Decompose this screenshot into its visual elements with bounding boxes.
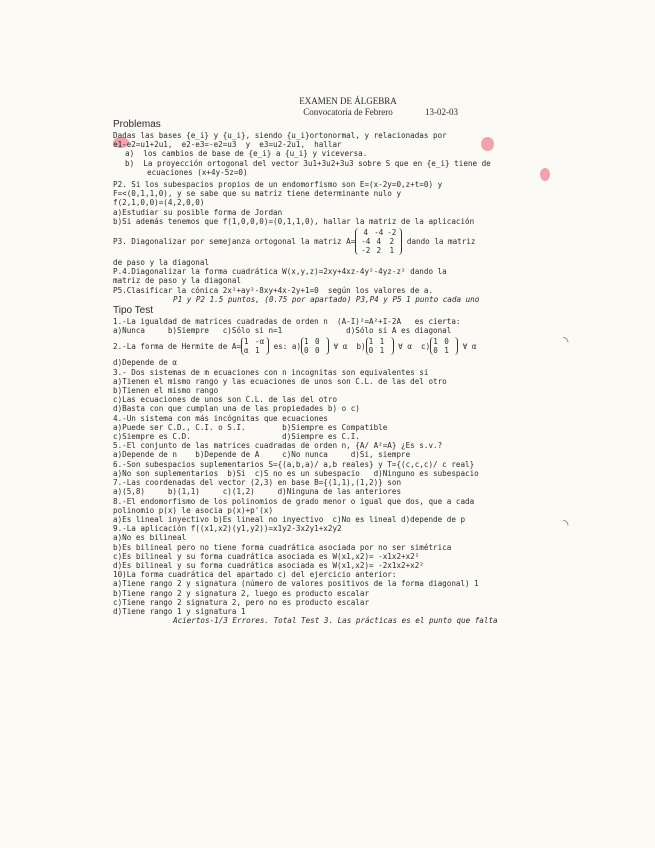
q10-line: c)Tiene rango 2 signatura 2, pero no es producto escalar — [113, 597, 370, 607]
q2-prefix: 2.-La forma de Hermite de A= — [113, 341, 242, 351]
q4-line: a)Puede ser C.D., C.I. o S.I. b)Siempre es Compatible — [113, 422, 388, 432]
matrix-cell: 0 — [368, 346, 374, 356]
matrix-cell: 0 — [315, 337, 320, 347]
exam-sheet — [113, 96, 583, 625]
binder-mark-icon: ◝ — [563, 334, 569, 350]
q8-line: 8.-El endomorfismo de los polinomios de grado menor o igual que dos, que a cada — [113, 496, 475, 506]
scoring-note: P1 y P2 1.5 puntos, (0.75 por apartado) P3,P4 y P5 1 punto cada uno — [173, 294, 480, 304]
matrix-cell: 2 — [376, 246, 382, 256]
p3-suffix: dando la matriz — [402, 236, 476, 246]
exam-title: EXAMEN DE ÁLGEBRA — [299, 96, 397, 106]
p3-row — [113, 228, 583, 255]
p2-line1: P2. Si los subespacios propios de un endomorfismo son E=(x-2y=0,z+t=0) y — [113, 180, 443, 190]
p2-b: b)Si además tenemos que f(1,0,0,0)=(0,1,1,0), hallar la matriz de la aplicación — [113, 216, 475, 226]
q3-line: b)Tienen el mismo rango — [113, 386, 219, 396]
p1-line2: e1-e2=u1+2u1, e2-e3=-e2=u3 y e3=u2-2u1, hallar — [113, 140, 342, 150]
matrix-cell: -2 — [361, 246, 371, 256]
q8-line: polinomio p(x) le asocia p(x)+p'(x) — [113, 505, 274, 515]
p1-b2: ecuaciones (x+4y-5z=0) — [147, 167, 248, 177]
matrix-cell: α — [244, 346, 249, 356]
q2-forall-c: ∀ α c) — [393, 341, 431, 351]
q2-es-a: es: a) — [269, 341, 302, 351]
q2-matrix-option-c — [430, 337, 458, 355]
q2-d: d)Depende de α — [113, 358, 178, 368]
q5-line: a)Depende de n b)Depende de A c)No nunca d)Si, siempre — [113, 450, 411, 460]
p2-line2: F=<(0,1,1,0), y se sabe que su matriz tiene determinante nulo y — [113, 189, 402, 199]
q7-line: 7.-Las coordenadas del vector (2,3) en base B={(1,1),(1,2)} son — [113, 478, 402, 488]
q3-line: c)Las ecuaciones de unos son C.L. de las del otro — [113, 395, 338, 405]
matrix-cell: -4 — [374, 228, 384, 238]
p2-line3: f(2,1,0,0)=(4,2,0,0) — [113, 198, 205, 208]
exam-subheader — [113, 107, 583, 118]
q6-line: 6.-Son subespacios suplementarios S={(a,b,a)/ a,b reales} y T={(c,c,c)/ c real} — [113, 459, 475, 469]
matrix-cell: 4 — [376, 237, 382, 247]
matrix-cell: 4 — [363, 228, 369, 238]
test-footer: Aciertos-1/3 Errores. Total Test 3. Las prácticas es el punto que falta — [173, 616, 498, 626]
q2-forall-b: ∀ α b) — [329, 341, 366, 351]
matrix-cell: 0 — [444, 337, 449, 347]
q10-line: 10)La forma cuadrática del apartado c) del ejercicio anterior: — [113, 570, 397, 580]
q2-matrix-a — [241, 337, 269, 355]
p1-a: a) los cambios de base de {e_i} a {u_i} y viceversa. — [125, 149, 368, 159]
matrix-cell: 1 — [244, 337, 249, 347]
section-tipo-test: Tipo Test — [113, 305, 154, 317]
p2-a: a)Estudiar su posible forma de Jordan — [113, 207, 283, 217]
matrix-cell: 1 — [368, 337, 374, 347]
exam-subtitle: Convocatoria de Febrero — [303, 107, 393, 117]
p3-prefix: P3. Diagonalizar por semejanza ortogonal la matriz A= — [113, 236, 356, 246]
exam-date: 13-02-03 — [425, 107, 458, 117]
q3-line: 3.- Dos sistemas de m ecuaciones con n incognitas son equivalentes si — [113, 367, 429, 377]
p3-line2: de paso y la diagonal — [113, 258, 210, 268]
matrix-cell: -4 — [361, 237, 371, 247]
matrix-cell: 1 — [304, 337, 309, 347]
p4-line2: matriz de paso y la diagonal — [113, 276, 242, 286]
q8-line: a)Es lineal inyectivo b)Es lineal no inyectivo c)No es lineal d)depende de p — [113, 514, 466, 524]
p5: P5.Clasificar la cónica 2x²+ay²-8xy+4x-2y+1=0 según los valores de a. — [113, 285, 434, 295]
matrix-cell: -2 — [387, 228, 397, 238]
matrix-cell: 1 — [433, 337, 438, 347]
p1-line1: Dadas las bases {e_i} y {u_i}, siendo {u_i}ortonormal, y relacionadas por — [113, 131, 447, 140]
section-problemas: Problemas — [113, 119, 161, 130]
p1-b1: b) La proyección ortogonal del vector 3u1+3u2+3u3 sobre S que en {e_i} tiene de — [125, 158, 491, 168]
q9-line: a)No es bilineal — [113, 533, 187, 543]
binder-mark-icon: ◝ — [563, 517, 569, 533]
q2-row — [113, 337, 583, 355]
q9-line: b)Es bilineal pero no tiene forma cuadrática asociada por no ser simétrica — [113, 542, 452, 552]
q7-line: a)(5,8) b)(1,1) c)(1,2) d)Ninguna de las anteriores — [113, 487, 402, 497]
q9-line: c)Es bilineal y su forma cuadrática asociada es W(x1,x2)= -x1x2+x2² — [113, 551, 420, 561]
matrix-cell: 1 — [379, 346, 385, 356]
q10-line: b)Tiene rango 2 y signatura 2, luego es producto escalar — [113, 588, 370, 598]
q9-line: 9.-La aplicación f((x1,x2)(y1,y2))=x1y2-3x2y1+x2y2 — [113, 524, 342, 534]
q3-line: d)Basta con que cumplan una de las propiedades b) o c) — [113, 404, 360, 414]
q9-line: d)Es bilineal y su forma cuadrática asociada es W(x1,x2)= -2x1x2+x2² — [113, 560, 424, 570]
matrix-cell: 1 — [444, 346, 449, 356]
matrix-cell: 1 — [255, 346, 260, 356]
q5-line: 5.-El conjunto de las matrices cuadradas de orden n, {A/ A²=A} ¿Es s.v.? — [113, 441, 443, 451]
q2-forall-end: ∀ α — [458, 341, 477, 351]
q6-line: a)No son suplementarios b)Si c)S no es un subespacio d)Ninguno es subespacio — [113, 468, 479, 478]
matrix-cell: 0 — [433, 346, 438, 356]
q1-line1: 1.-La igualdad de matrices cuadradas de orden n (A-I)²=A²+I-2A es cierta: — [113, 317, 461, 327]
q4-line: c)Siempre es C.D. d)Siempre es C.I. — [113, 432, 360, 442]
q2-matrix-option-a — [301, 337, 329, 355]
p3-matrix — [355, 228, 402, 255]
q3-line: a)Tienen el mismo rango y las ecuaciones de unos son C.L. de las del otro — [113, 376, 447, 386]
p4-line1: P.4.Diagonalizar la forma cuadrática W(x,y,z)=2xy+4xz-4y²-4yz-z² dando la — [113, 267, 447, 277]
q1-line2: a)Nunca b)Siempre c)Sólo si n=1 d)Sólo si A es diagonal — [113, 326, 452, 336]
q2-matrix-option-b — [366, 337, 394, 355]
q4-line: 4.-Un sistema con más incógnitas que ecuaciones — [113, 413, 328, 423]
matrix-cell: 1 — [389, 246, 395, 256]
matrix-cell: 2 — [389, 237, 395, 247]
q10-line: a)Tiene rango 2 y signatura (número de valores positivos de la forma diagonal) 1 — [113, 579, 479, 589]
matrix-cell: -α — [255, 337, 265, 347]
matrix-cell: 0 — [304, 346, 309, 356]
matrix-cell: 1 — [379, 337, 385, 347]
q10-line: d)Tiene rango 1 y signatura 1 — [113, 606, 246, 616]
matrix-cell: 0 — [315, 346, 320, 356]
